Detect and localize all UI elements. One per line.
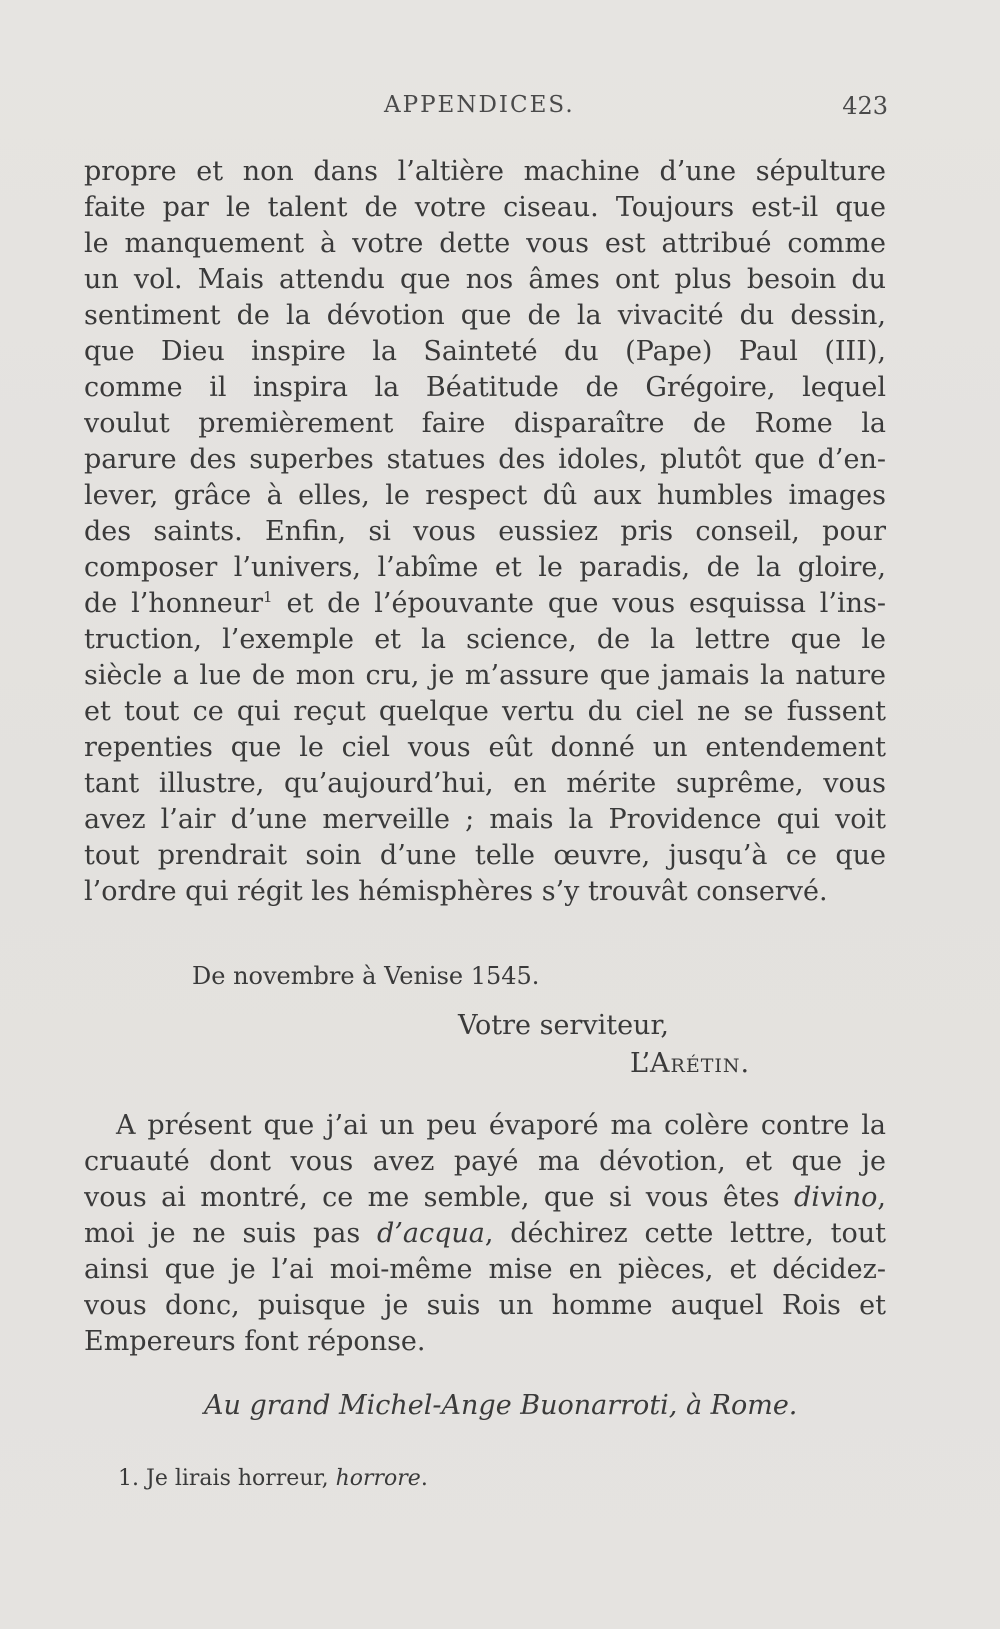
footnote [118,1466,428,1491]
text-line: Empereurs font réponse. [84,1326,426,1357]
page-number: 423 [842,92,888,120]
text-line: comme il inspira la Béatitude de Grégoire, lequel [84,372,886,403]
postscript [84,1108,886,1360]
footnote-reference[interactable]: 1 [263,588,273,606]
text-line: tant illustre, qu’aujourd’hui, en mérite suprême, vous [84,768,886,799]
text-line: sentiment de la dévotion que de la vivacité du dessin, [84,300,886,331]
letter-body [84,154,886,910]
text-segment: vous ai montré, ce me semble, que si vous êtes [84,1182,794,1213]
date-line: De novembre à Venise 1545. [192,962,540,990]
text-line: siècle a lue de mon cru, je m’assure que jamais la nature [84,660,886,691]
text-line: faite par le talent de votre ciseau. Toujours est-il que [84,192,886,223]
text-line: voulut premièrement faire disparaître de Rome la [84,408,886,439]
closing-salutation: Votre serviteur, [458,1010,669,1041]
text-line [84,1216,886,1252]
signature-suffix: . [740,1048,750,1079]
text-line: lever, grâce à elles, le respect dû aux humbles images [84,480,886,511]
text-line: truction, l’exemple et la science, de la lettre que le [84,624,886,655]
text-segment: , déchirez cette lettre, tout [484,1218,886,1249]
signature-name: Arétin [650,1048,741,1079]
italic-word: divino [793,1182,878,1213]
text-line [84,1180,886,1216]
line-rest: et de l’épouvante que vous esquissa l’ins- [286,588,886,619]
text-line-with-footnote [84,586,886,622]
text-line: tout prendrait soin d’une telle œuvre, jusqu’à ce que [84,840,886,871]
text-segment: moi je ne suis pas [84,1218,378,1249]
text-line: cruauté dont vous avez payé ma dévotion, et que je [84,1146,886,1177]
text-line: que Dieu inspire la Sainteté du (Pape) Paul (III), [84,336,886,367]
text-line: vous donc, puisque je suis un homme auquel Rois et [84,1290,886,1321]
footnote-italic: horrore [335,1466,421,1491]
addressee-line: Au grand Michel-Ange Buonarroti, à Rome. [204,1390,798,1421]
italic-word: d’acqua [377,1218,485,1249]
running-header [84,92,888,128]
text-line: avez l’air d’une merveille ; mais la Providence qui voit [84,804,886,835]
footnote-number: 1. [118,1466,139,1491]
text-line: repenties que le ciel vous eût donné un entendement [84,732,886,763]
text-line: A présent que j’ai un peu évaporé ma colère contre la [116,1110,886,1141]
text-line: parure des superbes statues des idoles, plutôt que d’en- [84,444,886,475]
line-prefix: de l’honneur [84,588,264,619]
text-line: des saints. Enfin, si vous eussiez pris conseil, pour [84,516,886,547]
text-line: propre et non dans l’altière machine d’une sépulture [84,156,886,187]
signature [630,1048,749,1079]
text-line: composer l’univers, l’abîme et le paradis, de la gloire, [84,552,886,583]
text-line: ainsi que je l’ai moi-même mise en pièces, et décidez- [84,1254,886,1285]
text-line: un vol. Mais attendu que nos âmes ont plus besoin du [84,264,886,295]
signature-prefix: L’ [630,1048,651,1079]
running-title: APPENDICES. [384,92,575,118]
text-segment: , [877,1182,886,1213]
footnote-text: Je lirais horreur, [146,1466,336,1491]
footnote-end: . [420,1466,428,1491]
text-line: l’ordre qui régit les hémisphères s’y trouvât conservé. [84,876,828,907]
text-line: et tout ce qui reçut quelque vertu du ciel ne se fussent [84,696,886,727]
text-line: le manquement à votre dette vous est attribué comme [84,228,886,259]
